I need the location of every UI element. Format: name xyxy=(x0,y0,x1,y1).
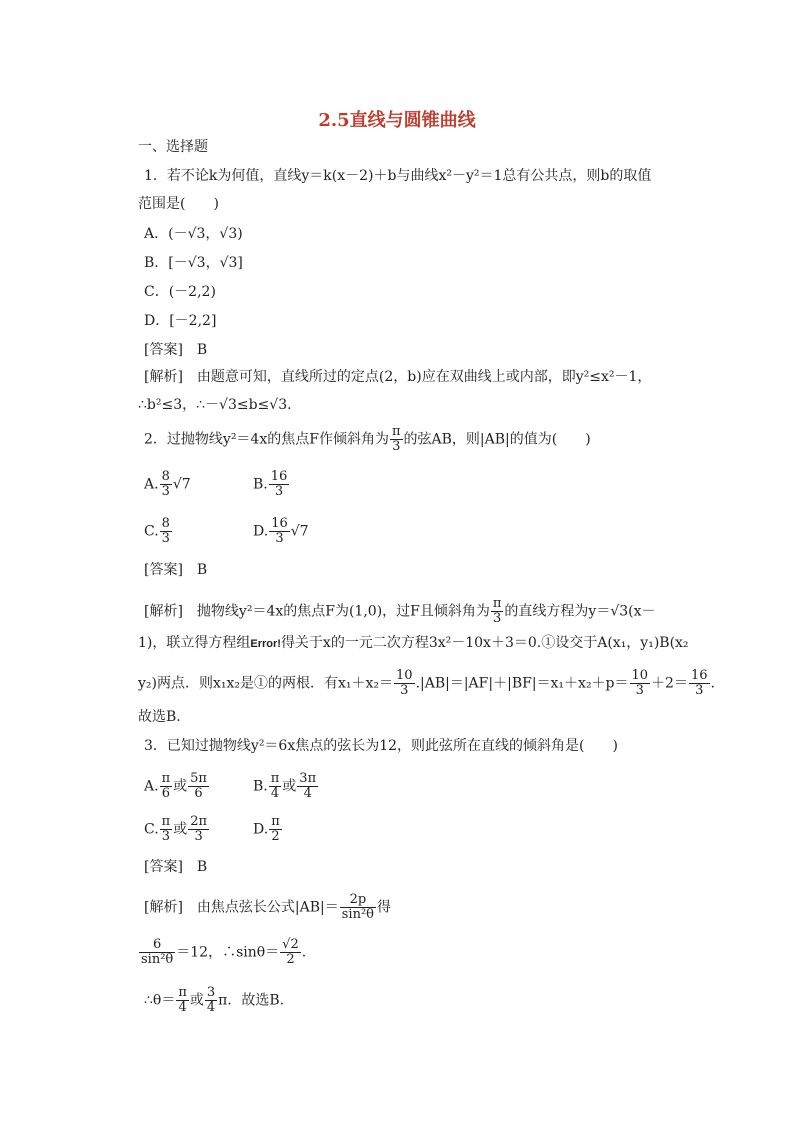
q2-option-d: D. $\frac{16}{3}$ √7 xyxy=(253,516,309,546)
q2-option-c: C. $\frac{8}{3}$ xyxy=(144,516,170,546)
q1-option-d: D．[－2,2] xyxy=(144,313,217,329)
q2-option-a: A. $\frac{8}{3}$ √7 xyxy=(144,469,191,499)
q1-stem-line2: 范围是( ) xyxy=(138,196,219,212)
q3-option-a: A. $\frac{\pi}{6}$ 或 $\frac{5\pi}{6}$ xyxy=(144,771,207,801)
error-field-text: Error! xyxy=(250,638,281,650)
q1-option-c: C．(－2,2) xyxy=(144,284,216,300)
q2-answer: [答案] B xyxy=(144,562,208,578)
q1-option-a: A．(－√3，√3) xyxy=(144,226,243,242)
q3-analysis-line3: ∴θ＝ $\frac{\pi}{4}$ 或 $\frac{3}{4}$ π．故选B. xyxy=(144,985,285,1015)
q2-analysis-line2: 1)，联立得方程组Error!得关于x的一元二次方程3x²－10x＋3＝0.①设交于A(x₁，y₁)B(x₂ xyxy=(138,635,689,651)
q2-analysis-line1: [解析] 抛物线y²＝4x的焦点F为(1,0)，过F且倾斜角为 $\frac{\pi}{3}$ 的直线方程为y＝√3(x－ xyxy=(144,596,656,626)
q3-option-c: C. $\frac{\pi}{3}$ 或 $\frac{2\pi}{3}$ xyxy=(144,814,208,844)
q2-analysis-line4: 故选B. xyxy=(138,709,181,725)
q1-analysis-line2: ∴b²≤3，∴－√3≤b≤√3. xyxy=(138,397,292,413)
q2-analysis-line3: y₂)两点．则x₁x₂是①的两根．有x₁＋x₂＝ $\frac{10}{3}$ .|AB|＝|AF|＋|BF|＝x₁＋x₂＋p＝ $\frac{10}{3}$ ＋2＝ $\frac{16}{3}$ . xyxy=(138,668,715,698)
q2-option-b: B. $\frac{16}{3}$ xyxy=(253,469,288,499)
q1-option-b: B．[－√3，√3] xyxy=(144,255,243,271)
q1-analysis-line1: [解析] 由题意可知，直线所过的定点(2，b)应在双曲线上或内部，即y²≤x²－1， xyxy=(144,369,652,385)
q3-stem: 3．已知过抛物线y²＝6x焦点的弦长为12，则此弦所在直线的倾斜角是( ) xyxy=(144,738,618,754)
q2-stem: 2．过抛物线y²＝4x的焦点F作倾斜角为 $\frac{\pi}{3}$ 的弦AB，则|AB|的值为( ) xyxy=(144,424,591,454)
q1-answer: [答案] B xyxy=(144,342,208,358)
q2-angle-fraction: $\frac{\pi}{3}$ xyxy=(391,424,401,454)
q3-option-d: D. $\frac{\pi}{2}$ xyxy=(253,814,280,844)
q1-stem-line1: 1．若不论k为何值，直线y＝k(x－2)＋b与曲线x²－y²＝1总有公共点，则b的取值 xyxy=(144,168,652,184)
page-title: 2.5直线与圆锥曲线 xyxy=(318,110,476,131)
q3-analysis-line1: [解析] 由焦点弦长公式|AB|＝ $\frac{2p}{\text{sin²θ}}$ 得 xyxy=(144,892,392,922)
section-heading: 一、选择题 xyxy=(138,139,208,155)
q3-option-b: B. $\frac{\pi}{4}$ 或 $\frac{3\pi}{4}$ xyxy=(253,771,317,801)
q3-answer: [答案] B xyxy=(144,859,208,875)
q3-analysis-line2: $\frac{6}{\text{sin²θ}}$ ＝12，∴sinθ＝ $\frac{√2}{2}$ . xyxy=(141,937,307,967)
